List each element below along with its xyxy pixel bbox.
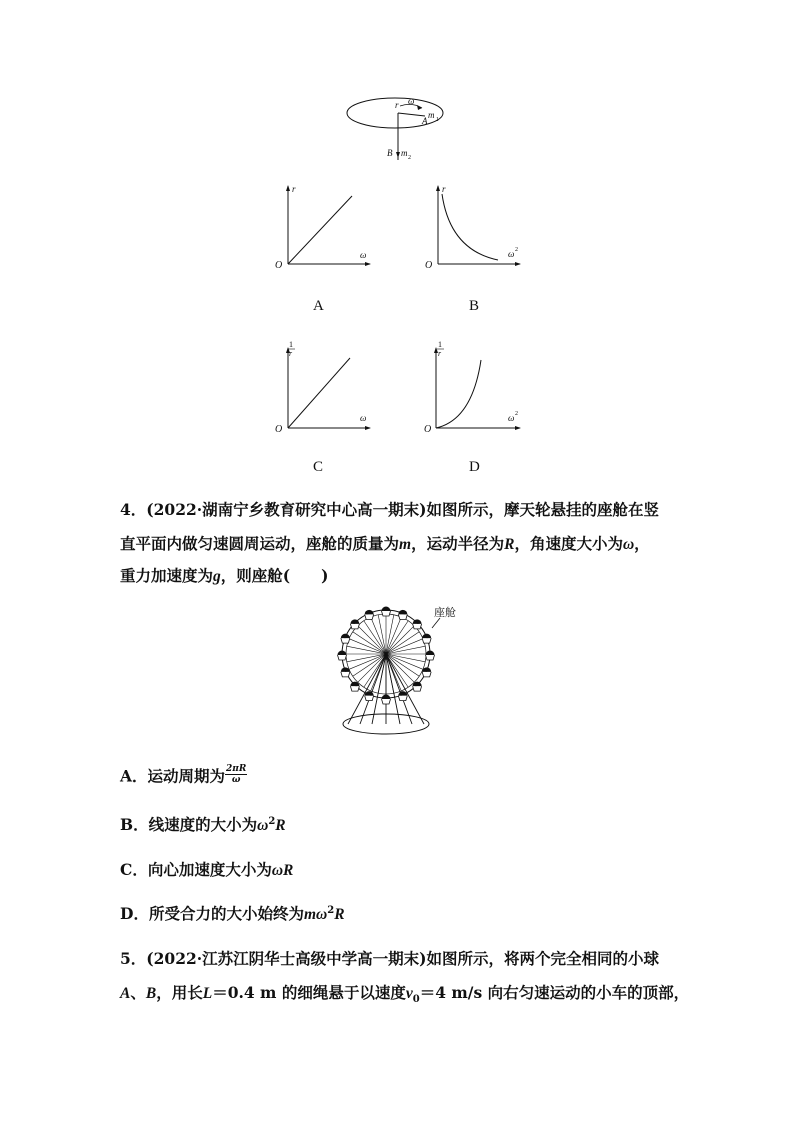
disk-label-omega: ω bbox=[408, 96, 415, 106]
question-5-number: 5． bbox=[120, 949, 147, 968]
question-4-source: (2022·湖南宁乡教育研究中心高一期末) bbox=[146, 500, 427, 519]
cabin bbox=[341, 634, 350, 644]
disk-label-m1: m bbox=[428, 110, 435, 120]
graph-A-origin: O bbox=[275, 260, 283, 270]
cabin bbox=[365, 691, 374, 701]
option-A: A．运动周期为 $\frac{2\pi R}{\omega}$ bbox=[120, 764, 247, 786]
cabin bbox=[413, 682, 422, 692]
cabin bbox=[413, 619, 422, 629]
graph-D-origin: O bbox=[424, 424, 432, 435]
disk-label-A: A bbox=[422, 116, 428, 126]
graph-B-xlabel: ω bbox=[508, 249, 515, 259]
disk-label-m1-sub: 1 bbox=[436, 117, 439, 123]
cabin bbox=[398, 610, 407, 620]
question-4-number: 4． bbox=[120, 500, 147, 519]
rotating-disk-figure bbox=[340, 90, 455, 165]
graph-A-caption: A bbox=[313, 298, 324, 314]
graph-A-xlabel: ω bbox=[360, 250, 367, 260]
graph-D-caption: D bbox=[469, 459, 480, 475]
graph-D bbox=[420, 340, 530, 435]
question-4-line-3: 重力加速度为g，则座舱( ) bbox=[120, 566, 329, 585]
graph-D-xlabel: ω bbox=[508, 413, 515, 423]
question-5-source: (2022·江苏江阴华士高级中学高一期末) bbox=[146, 949, 427, 968]
disk-label-m2: m bbox=[401, 148, 408, 158]
disk-label-r: r bbox=[395, 100, 399, 110]
question-5-line-2: A、B，用长L＝0.4 m 的细绳悬于以速度$v_0=4$ m/s 向右匀速运动的小车的顶部， bbox=[120, 983, 690, 1006]
cabin bbox=[426, 651, 435, 661]
option-B: B．线速度的大小为$\omega^2R$ bbox=[120, 815, 286, 835]
cabin bbox=[398, 691, 407, 701]
support-strut bbox=[360, 654, 386, 724]
graph-C-ylabel-num: 1 bbox=[289, 340, 293, 349]
wheel-spoke bbox=[358, 654, 386, 682]
disk-label-B: B bbox=[387, 148, 393, 158]
cabin bbox=[338, 651, 347, 661]
cabin bbox=[382, 607, 391, 617]
option-C: C．向心加速度大小为ωR bbox=[120, 860, 294, 879]
graph-B-caption: B bbox=[469, 298, 480, 314]
question-4-line-2: 直平面内做匀速圆周运动，座舱的质量为m，运动半径为R，角速度大小为ω， bbox=[120, 534, 650, 553]
cabin bbox=[422, 667, 431, 677]
graph-B-xsup: 2 bbox=[515, 247, 518, 253]
cabin-label: 座舱 bbox=[434, 606, 456, 619]
disk-label-m2-sub: 2 bbox=[408, 155, 411, 161]
graph-A-ylabel: r bbox=[292, 184, 296, 194]
cabin bbox=[350, 682, 359, 692]
wheel-spoke bbox=[358, 626, 386, 654]
wheel-spoke bbox=[386, 654, 414, 682]
question-4-line-1: 4．(2022·湖南宁乡教育研究中心高一期末)如图所示，摩天轮悬挂的座舱在竖 bbox=[120, 500, 660, 519]
graph-A bbox=[270, 182, 375, 270]
cabin bbox=[365, 610, 374, 620]
cabin bbox=[350, 619, 359, 629]
cabin bbox=[382, 695, 391, 705]
wheel-spoke bbox=[386, 626, 414, 654]
graph-C-xlabel: ω bbox=[360, 413, 367, 423]
question-5-line-1: 5．(2022·江苏江阴华士高级中学高一期末)如图所示，将两个完全相同的小球 bbox=[120, 949, 660, 968]
support-strut bbox=[386, 654, 412, 724]
graph-C-caption: C bbox=[313, 459, 324, 475]
option-D: D．所受合力的大小始终为$m\omega^2R$ bbox=[120, 904, 345, 924]
graph-C-origin: O bbox=[275, 424, 283, 435]
ferris-wheel-figure bbox=[328, 600, 473, 738]
cabin bbox=[341, 667, 350, 677]
graph-C-ylabel-den: r bbox=[289, 349, 293, 358]
graph-B bbox=[420, 182, 530, 270]
graph-D-ylabel-den: r bbox=[438, 349, 442, 358]
option-A-fraction: $\frac{2\pi R}{\omega}$ bbox=[226, 764, 247, 785]
cabin bbox=[422, 634, 431, 644]
graph-B-ylabel: r bbox=[442, 184, 446, 194]
graph-C bbox=[270, 340, 375, 435]
graph-D-xsup: 2 bbox=[515, 411, 518, 417]
graph-D-ylabel-num: 1 bbox=[438, 340, 442, 349]
graph-B-origin: O bbox=[425, 260, 433, 270]
